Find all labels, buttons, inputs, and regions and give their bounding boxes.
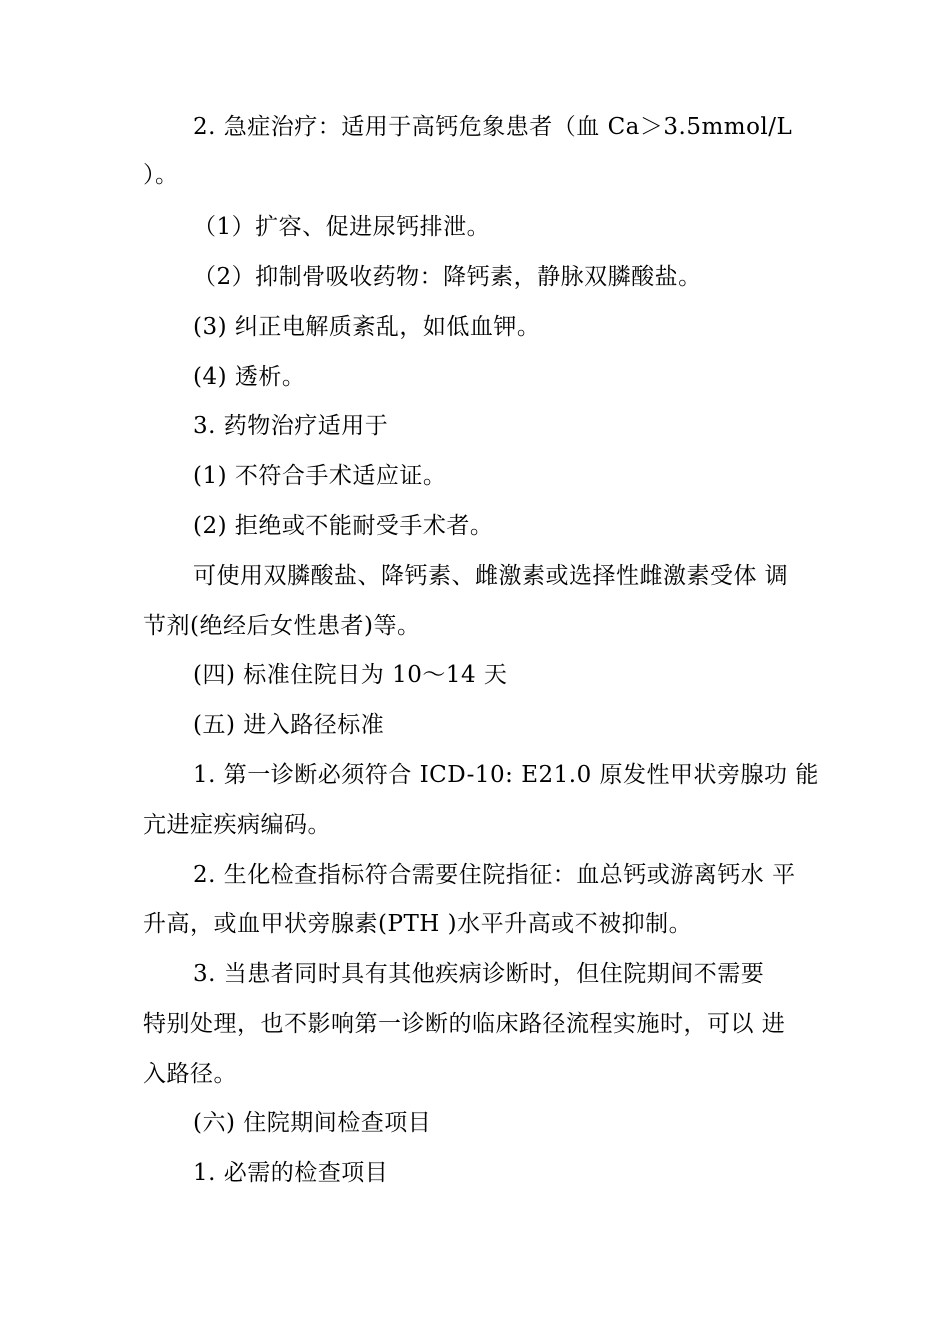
text-line: (五) 进入路径标准 — [193, 712, 385, 738]
text-line: 2. 急症治疗：适用于高钙危象患者（血 Ca＞3.5mmol/L — [193, 114, 793, 140]
text-line: 3. 当患者同时具有其他疾病诊断时，但住院期间不需要 — [193, 961, 765, 987]
text-line: （2）抑制骨吸收药物：降钙素，静脉双膦酸盐。 — [193, 264, 702, 290]
text-line: 3. 药物治疗适用于 — [193, 413, 389, 439]
text-line: (六) 住院期间检查项目 — [193, 1110, 432, 1136]
text-line: 亢进症疾病编码。 — [143, 812, 331, 838]
text-line: (1) 不符合手术适应证。 — [193, 463, 447, 489]
text-line: 节剂(绝经后女性患者)等。 — [143, 613, 421, 639]
text-line: ）。 — [143, 162, 179, 188]
text-line: 可使用双膦酸盐、降钙素、雌激素或选择性雌激素受体 调 — [193, 563, 789, 589]
text-line: (四) 标准住院日为 10〜14 天 — [193, 662, 508, 688]
text-line: 特别处理，也不影响第一诊断的临床路径流程实施时，可以 进 — [143, 1011, 786, 1037]
text-line: 入路径。 — [143, 1061, 237, 1087]
text-line: 2. 生化检查指标符合需要住院指征：血总钙或游离钙水 平 — [193, 862, 796, 888]
text-line: (4) 透析。 — [193, 364, 306, 390]
text-line: (2) 拒绝或不能耐受手术者。 — [193, 513, 494, 539]
text-line: 升高，或血甲状旁腺素(PTH )水平升高或不被抑制。 — [143, 911, 693, 937]
text-line: 1. 第一诊断必须符合 ICD-10: E21.0 原发性甲状旁腺功 能 — [193, 762, 819, 788]
text-line: (3) 纠正电解质紊乱，如低血钾。 — [193, 314, 541, 340]
text-line: （1）扩容、促进尿钙排泄。 — [193, 214, 491, 240]
text-line: 1. 必需的检查项目 — [193, 1160, 389, 1186]
